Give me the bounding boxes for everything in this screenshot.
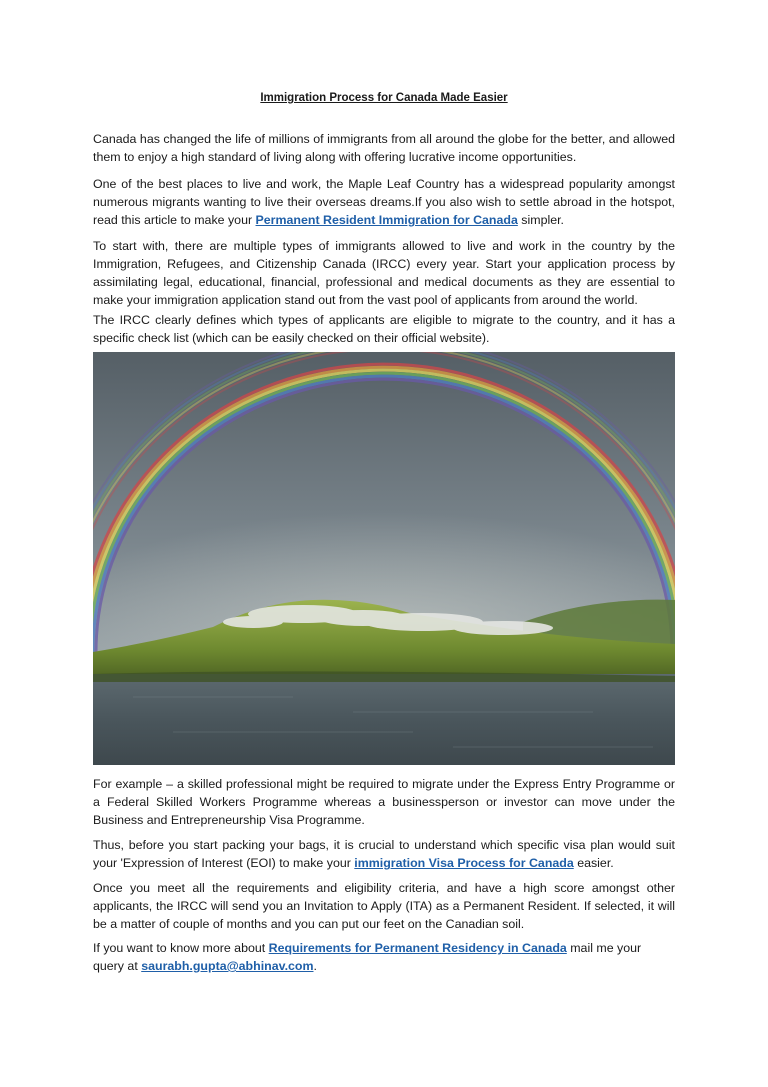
paragraph-text: . bbox=[313, 959, 317, 973]
email-link[interactable]: saurabh.gupta@abhinav.com bbox=[141, 959, 314, 973]
paragraph-requirements: Once you meet all the requirements and eligibility criteria, and have a high score amongst other applicants, the IRCC will send you an Invitation to Apply (ITA) as a Permanent Resident. If selected, it will be a matter of couple of months and you can put our feet on the Canadian soil. bbox=[93, 881, 675, 931]
paragraph-ircc: The IRCC clearly defines which types of applicants are eligible to migrate to the country, and it has a specific check list (which can be easily checked on their official website). bbox=[93, 313, 675, 345]
requirements-permanent-residency-link[interactable]: Requirements for Permanent Residency in Canada bbox=[268, 941, 567, 955]
permanent-resident-link[interactable]: Permanent Resident Immigration for Canada bbox=[255, 213, 518, 227]
paragraph-contact bbox=[93, 939, 675, 975]
paragraph-text: Thus, before you start packing your bags, it is crucial to understand which specific visa plan would suit your 'Expression of Interest (EOI) to make your bbox=[93, 838, 675, 870]
paragraph-text: If you want to know more about bbox=[93, 941, 269, 955]
paragraph-text: mail me your query at bbox=[93, 941, 642, 973]
paragraph-text: simpler. bbox=[517, 213, 564, 227]
paragraph-example: For example – a skilled professional might be required to migrate under the Express Entry Programme or a Federal Skilled Workers Programme whereas a businessperson or investor can move under the Business and Entrepreneurship Visa Programme. bbox=[93, 777, 675, 827]
paragraph-text: easier. bbox=[573, 856, 614, 870]
immigration-visa-process-link[interactable]: immigration Visa Process for Canada bbox=[354, 856, 574, 870]
document-title: Immigration Process for Canada Made Easier bbox=[260, 92, 508, 104]
paragraph-maple-leaf bbox=[93, 175, 675, 229]
rainbow-photo-icon bbox=[93, 352, 675, 765]
paragraph-text: One of the best places to live and work, the Maple Leaf Country has a widespread popularity amongst numerous migrants wanting to live their overseas dreams.If you also wish to settle abroad in the hotspot, read this article to make your bbox=[93, 177, 675, 227]
paragraph-types: To start with, there are multiple types of immigrants allowed to live and work in the country by the Immigration, Refugees, and Citizenship Canada (IRCC) every year. Start your application process by assimilating legal, educational, financial, professional and medical documents as they are essential to make your immigration application stand out from the vast pool of applicants from around the world. bbox=[93, 239, 675, 307]
rainbow-lake-photo bbox=[93, 352, 675, 765]
paragraph-intro: Canada has changed the life of millions of immigrants from all around the globe for the better, and allowed them to enjoy a high standard of living along with offering lucrative income opportunities. bbox=[93, 132, 675, 164]
paragraph-visa-plan bbox=[93, 836, 675, 872]
